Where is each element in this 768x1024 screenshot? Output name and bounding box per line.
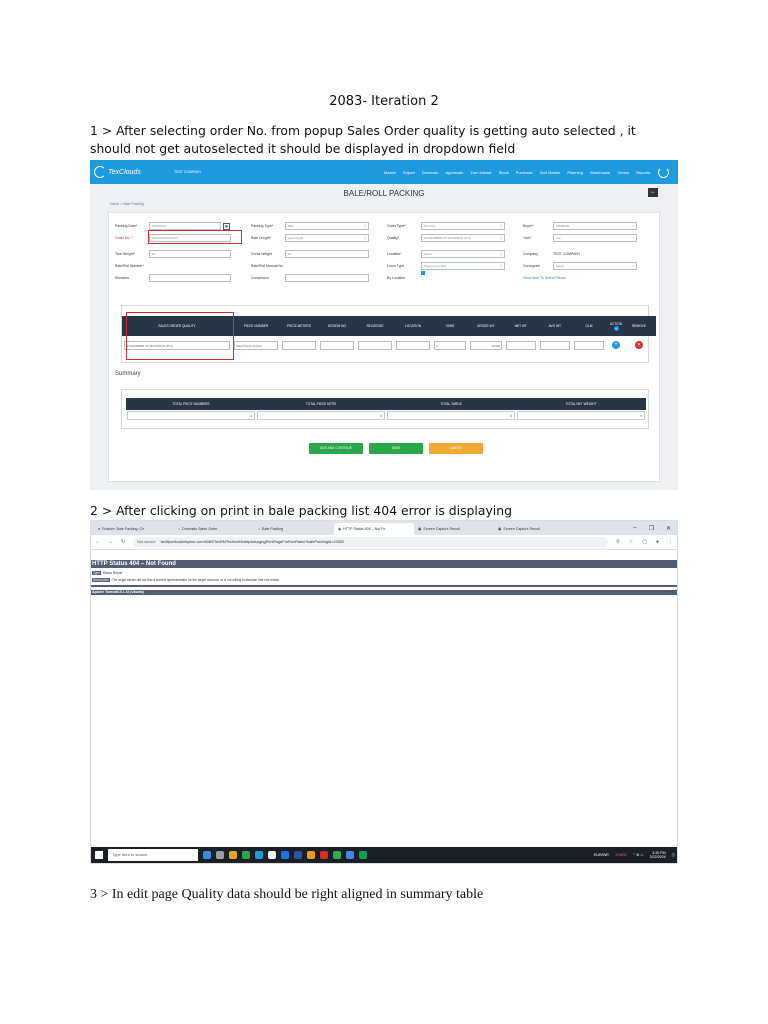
error-title: HTTP Status 404 – Not Found (91, 560, 677, 568)
col-design-no: DESIGN NO (328, 324, 346, 328)
close-icon[interactable]: ✕ (665, 525, 671, 532)
menu-item[interactable]: Stock (498, 169, 509, 175)
tab-icon: ◉ (338, 527, 342, 531)
currency-change: -0.65% (614, 853, 627, 857)
packing-date-label: Packing Date* (115, 224, 138, 228)
order-no-highlight (148, 230, 242, 244)
by-location-checkbox[interactable] (421, 271, 425, 275)
col-action (606, 316, 626, 336)
tab-label: Bale Packing (262, 527, 284, 531)
tab-label: Screen Capture Result (423, 527, 460, 531)
minimize-icon[interactable]: – (633, 524, 637, 531)
issue-2-text: 2 > After clicking on print in bale packing list 404 error is displaying (90, 503, 512, 518)
loom-type-select[interactable]: Select Loom Type ˅ (421, 262, 505, 270)
browser-tab[interactable] (254, 523, 334, 535)
piece-number-select[interactable]: Select Piece Number (234, 341, 278, 350)
conversion-field[interactable] (285, 274, 369, 282)
loom-type-label: Loom Type (387, 264, 405, 268)
yarn-label: Yarn* (523, 236, 532, 240)
tab-icon: ▣ (498, 527, 502, 531)
screenshot-404-error (90, 520, 678, 864)
browser-tab[interactable] (414, 523, 494, 535)
summary-col-net-weight: TOTAL NET WEIGHT (565, 402, 597, 406)
profile-icon[interactable]: ● (655, 539, 659, 545)
taskbar-app-icon[interactable] (242, 851, 250, 859)
browser-tab[interactable] (494, 523, 574, 535)
power-icon[interactable] (658, 167, 669, 178)
menu-item[interactable]: Approvals (445, 169, 464, 175)
taskbar-app-icon[interactable] (255, 851, 263, 859)
error-type-line (91, 571, 677, 575)
breadcrumb[interactable]: Home > Bale Packing (110, 202, 144, 206)
quality-highlight (126, 312, 234, 360)
col-action-label: ACTION (609, 321, 623, 326)
menu-item[interactable]: Master (384, 169, 397, 175)
summary-cell: 0 (387, 411, 515, 420)
browser-tab-strip (91, 521, 677, 535)
currency-ticker[interactable]: EUR/INR (593, 853, 609, 857)
company-label: Company (523, 252, 538, 256)
yarn-select[interactable]: Yes ˅ (553, 234, 637, 242)
calendar-icon[interactable]: ▦ (223, 223, 230, 230)
taskbar-app-icon[interactable] (307, 851, 315, 859)
form-buttons (309, 443, 483, 454)
tab-label: Domestic Sales Order (182, 527, 218, 531)
col-sales-order-quality: SALES ORDER QUALITY (158, 324, 196, 328)
col-selvedge: SELVEDGE (366, 324, 384, 328)
col-yard: YARD (445, 324, 455, 328)
piece-meters-field[interactable] (282, 341, 316, 350)
system-tray (594, 851, 678, 859)
col-glm: GLM (585, 324, 593, 328)
taskbar-app-icon[interactable] (281, 851, 289, 859)
taskbar-app-icon[interactable] (203, 851, 211, 859)
order-type-label: Order Type* (387, 224, 406, 228)
quality-label: Quality* (387, 236, 400, 240)
forward-icon[interactable]: → (108, 539, 113, 545)
summary-cell: 1 (127, 411, 255, 420)
taskbar-app-icon[interactable] (229, 851, 237, 859)
issue-1-text: 1 > After selecting order No. from popup Sales Order quality is getting auto selected , it should not get autoselected it should be displayed in dropdown field (90, 123, 636, 156)
windows-start-icon[interactable] (95, 851, 103, 859)
by-location-label: By Location (387, 276, 406, 280)
tray-icons[interactable]: ⌃ ⚙ ♨ (632, 853, 644, 857)
back-icon[interactable]: ← (95, 539, 100, 545)
menu-item[interactable]: Reports (636, 169, 651, 175)
consignee-select[interactable]: Select ˅ (553, 262, 637, 270)
tab-icon: ● (98, 527, 101, 531)
packing-type-select[interactable]: Bale ˅ (285, 222, 369, 230)
selvedge-field[interactable] (358, 341, 392, 350)
tab-label: Screen Capture Result (503, 527, 540, 531)
description-value: The origin server did not find a current representation for the target resource or is not willing to disclose that one exists. (111, 578, 280, 582)
order-type-select[interactable]: Domestic ˅ (421, 222, 505, 230)
issue-3-text: 3 > In edit page Quality data should be right aligned in summary table (90, 887, 484, 902)
add-and-continue-button[interactable]: ADD AND CONTINUE (309, 443, 363, 454)
clock-time[interactable]: 3:30 PM (652, 851, 666, 855)
star-icon[interactable]: ☆ (628, 539, 634, 545)
zoom-icon[interactable]: ⚲ (616, 539, 620, 545)
avg-wt-field[interactable] (540, 341, 570, 350)
order-no-field[interactable]: DSO/23-24/SO-0471 (149, 234, 231, 242)
browser-tab[interactable] (174, 523, 254, 535)
top-nav-bar (90, 160, 678, 184)
clock-date[interactable]: 3/22/2024 (649, 855, 666, 859)
location-field[interactable] (396, 341, 430, 350)
gross-weight-label: Gross Weight (251, 252, 273, 256)
browser-tab-active[interactable] (334, 523, 414, 535)
table-row (126, 411, 646, 420)
reload-icon[interactable]: ↻ (121, 539, 126, 545)
col-piece-number: PIECE NUMBER (243, 324, 269, 328)
tab-label: Feature: Bale Packing: Ch (102, 527, 145, 531)
taskbar-app-icon[interactable] (294, 851, 302, 859)
summary-table (121, 389, 649, 429)
col-location: LOCATION (404, 324, 422, 328)
bale-number-label: Bale/Roll Number* (115, 264, 144, 268)
bale-length-select[interactable]: given length ˅ (285, 234, 369, 242)
remarks-field[interactable] (149, 274, 231, 282)
save-button[interactable]: SAVE (369, 443, 423, 454)
extensions-icon[interactable]: ▢ (642, 539, 647, 545)
taskbar-app-icon[interactable] (320, 851, 328, 859)
window-controls (633, 525, 677, 532)
tab-label: HTTP Status 404 – Not Fo (343, 527, 386, 531)
buyer-label: Buyer* (523, 224, 534, 228)
packing-type-label: Packing Type* (251, 224, 274, 228)
summary-cell: 0 (517, 411, 645, 420)
bale-length-label: Bale Length* (251, 236, 272, 240)
buyer-select[interactable]: ABHISHEK ˅ (553, 222, 637, 230)
tare-weight-field[interactable]: 10 (149, 250, 231, 258)
bale-manual-label: Bale/Roll Manual No. (251, 264, 284, 268)
not-secure-badge[interactable]: Not secure (137, 540, 156, 544)
col-avg-wt: AVG WT. (548, 324, 562, 328)
add-row-icon[interactable]: + (614, 325, 618, 331)
divider (91, 585, 677, 587)
menu-item[interactable]: Export (403, 169, 415, 175)
tare-weight-label: Tare Weight* (115, 252, 135, 256)
cancel-button[interactable]: CANCEL (429, 443, 483, 454)
order-no-label: Order No. * (115, 236, 133, 240)
screenshot-bale-packing (90, 160, 678, 490)
menu-item[interactable]: Others (617, 169, 630, 175)
taskbar-app-icon[interactable] (346, 851, 354, 859)
windows-taskbar (91, 847, 678, 863)
form-card (108, 212, 660, 482)
net-wt-field[interactable] (506, 341, 536, 350)
menu-item[interactable]: Sort Master (539, 169, 561, 175)
type-label: Type (93, 571, 100, 575)
gross-weight-field[interactable]: 10 (285, 250, 369, 258)
col-piece-meters: PIECE METERS (287, 324, 311, 328)
tab-icon: ○ (178, 527, 181, 531)
summary-cell: 0 (257, 411, 385, 420)
summary-col-yards: TOTAL YARDS (440, 402, 462, 406)
tab-icon: ▣ (418, 527, 422, 531)
gross-wt-field[interactable]: 10.000 (470, 341, 502, 350)
summary-col-mtrs: TOTAL PIECE MTRS (305, 402, 337, 406)
company-name: TEST COMPANY (174, 170, 202, 174)
location-select[interactable]: Select ˅ (421, 250, 505, 258)
menu-item[interactable]: Warehouse (589, 169, 611, 175)
menu-item[interactable]: Purchase (515, 169, 533, 175)
yard-field[interactable]: 0 (434, 341, 466, 350)
back-arrow-icon[interactable]: ← (650, 189, 656, 195)
glm-field[interactable] (574, 341, 604, 350)
menu-dots-icon[interactable]: ⋮ (668, 539, 673, 545)
menu-item[interactable]: Domestic (421, 169, 439, 175)
remove-icon[interactable]: ✕ (636, 342, 642, 348)
remarks-label: Remarks (115, 276, 130, 280)
logo-icon (94, 166, 106, 178)
page-title: BALE/ROLL PACKING (343, 188, 425, 198)
address-bar-row (91, 535, 677, 550)
col-remove: REMOVE (632, 324, 646, 328)
consignee-label: Consignee (523, 264, 540, 268)
restore-icon[interactable]: ❐ (648, 525, 654, 532)
location-label: Location* (387, 252, 402, 256)
url-bar[interactable] (133, 537, 608, 547)
select-pieces-link[interactable]: Click Here To Select Pieces (523, 276, 566, 280)
menu-item[interactable]: Yarn Master (470, 169, 492, 175)
summary-title: Summary (115, 371, 141, 377)
company-value: TEST COMPANY (553, 252, 581, 256)
quality-cell-select[interactable]: GT1PF988886 67*45/70X50/18 (PY1) (124, 341, 230, 350)
add-icon[interactable]: + (612, 341, 620, 349)
taskbar-search[interactable]: Type here to search (108, 849, 198, 861)
packing-date-field[interactable]: 22/03/2024 (149, 222, 221, 230)
taskbar-app-icon[interactable] (268, 851, 276, 859)
quality-select[interactable]: GT1PF988886 67*45/70X50/18 (PY1) ˅ (421, 234, 505, 242)
description-label: Description (93, 578, 109, 582)
browser-tab[interactable] (94, 523, 174, 535)
col-gross-wt: GROSS WT. (477, 324, 495, 328)
server-info: Apache Tomcat/10.1.18 (Ubuntu) (91, 590, 677, 595)
conversion-label: Conversion (251, 276, 269, 280)
url-text: texfitpsdloudinfopine.com:8080/TexRMTest/sort/balepackagingPrintPageForRonRaton?balePackingId=22602 (160, 540, 344, 544)
design-no-field[interactable] (320, 341, 354, 350)
taskbar-app-icon[interactable] (333, 851, 341, 859)
summary-col-pieces: TOTAL PIECE NUMBERS (172, 402, 210, 406)
app-logo[interactable] (94, 166, 164, 178)
type-value: Status Report (102, 571, 123, 575)
notifications-icon[interactable]: ◫ (671, 853, 675, 857)
logo-text: TexClouds (108, 168, 141, 176)
tab-icon: ○ (258, 527, 261, 531)
summary-header (126, 398, 646, 410)
main-menu (384, 170, 650, 175)
menu-item[interactable]: Planning (567, 169, 583, 175)
taskbar-app-icon[interactable] (359, 851, 367, 859)
col-net-wt: NET WT. (514, 324, 528, 328)
error-description-line (91, 578, 677, 582)
taskbar-app-icon[interactable] (216, 851, 224, 859)
document-title: 2083- Iteration 2 (329, 94, 439, 109)
